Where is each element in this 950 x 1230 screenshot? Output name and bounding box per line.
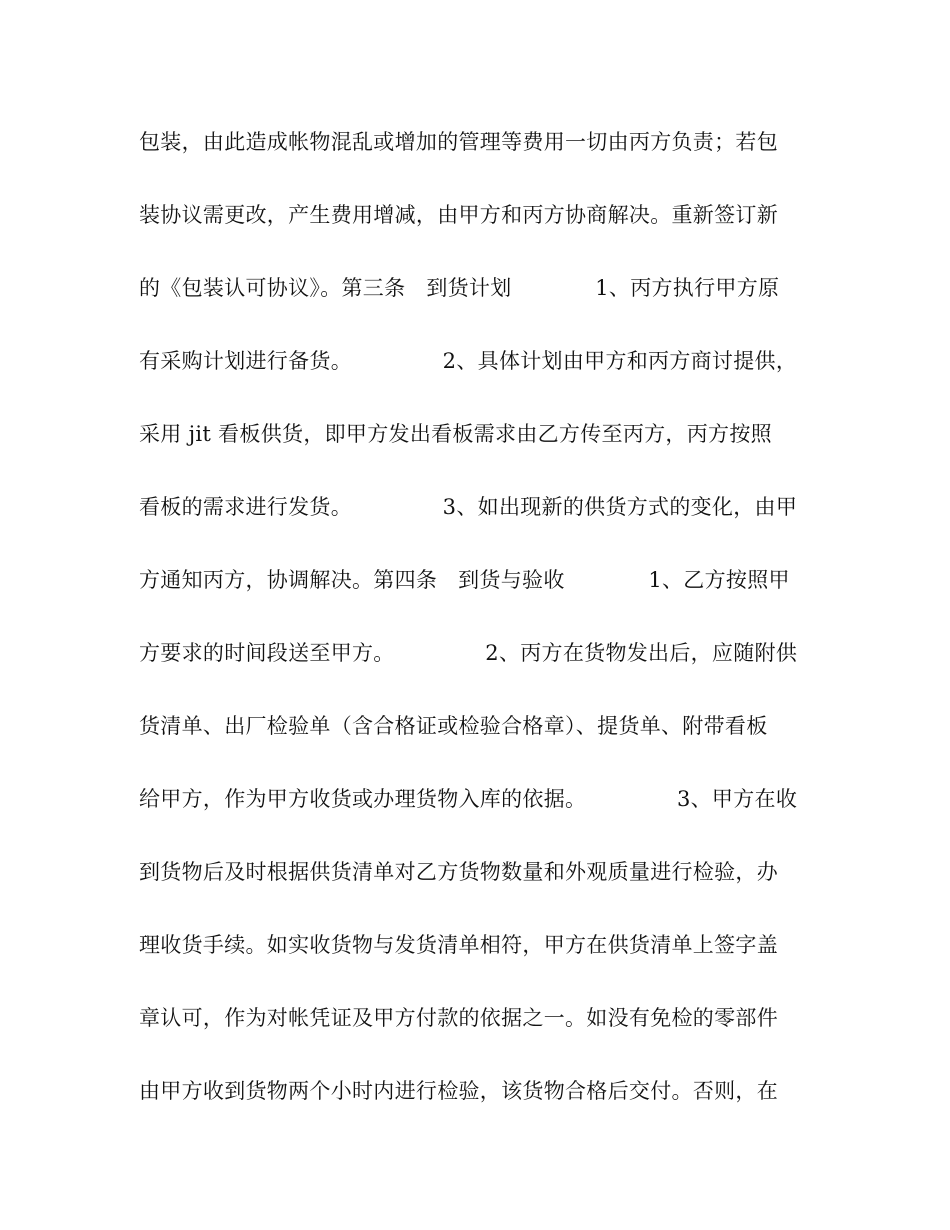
text-line: 由甲方收到货物两个小时内进行检验，该货物合格后交付。否则，在 [139,1079,778,1103]
text-line: 有采购计划进行备货。 2、具体计划由甲方和丙方商讨提供， [139,349,798,373]
text-line: 看板的需求进行发货。 3、如出现新的供货方式的变化，由甲 [139,495,798,519]
text-line: 货清单、出厂检验单（含合格证或检验合格章）、提货单、附带看板 [139,714,768,738]
text-line: 给甲方，作为甲方收货或办理货物入库的依据。 3、甲方在收 [139,787,798,811]
contract-text-body [139,122,819,1144]
text-line: 方要求的时间段送至甲方。 2、丙方在货物发出后，应随附供 [139,641,798,665]
text-line: 装协议需更改，产生费用增减，由甲方和丙方协商解决。重新签订新 [139,203,778,227]
text-line: 理收货手续。如实收货物与发货清单相符，甲方在供货清单上签字盖 [139,933,778,957]
text-line: 章认可，作为对帐凭证及甲方付款的依据之一。如没有免检的零部件 [139,1006,778,1030]
text-line: 到货物后及时根据供货清单对乙方货物数量和外观质量进行检验，办 [139,860,778,884]
text-line: 包装，由此造成帐物混乱或增加的管理等费用一切由丙方负责；若包 [139,130,778,154]
text-line: 方通知丙方，协调解决。第四条 到货与验收 1、乙方按照甲 [139,568,790,592]
text-line: 的《包装认可协议》。第三条 到货计划 1、丙方执行甲方原 [139,276,780,300]
text-line: 采用 jit 看板供货，即甲方发出看板需求由乙方传至丙方，丙方按照 [139,422,772,446]
